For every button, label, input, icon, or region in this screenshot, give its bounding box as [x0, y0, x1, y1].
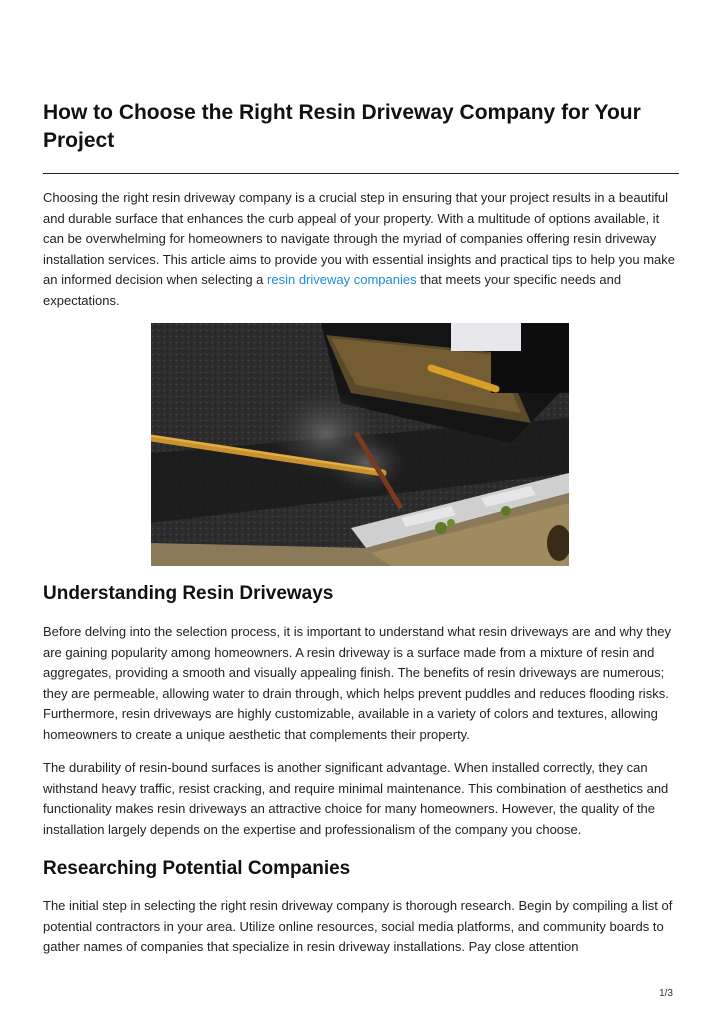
- researching-paragraph-1: The initial step in selecting the right resin driveway company is thorough research. Begin by compiling a list of potential contractors in your area. Utilize online resources, social media platforms, and community boards to gather names of companies that specialize in resin driveway installations. Pay close attention: [43, 898, 673, 955]
- section-heading-understanding: Understanding Resin Driveways: [43, 583, 334, 604]
- page-number: 1/3: [659, 988, 673, 999]
- section-heading-researching: Researching Potential Companies: [43, 858, 351, 879]
- understanding-paragraph-1: Before delving into the selection process, it is important to understand what resin driveways are and why they are gaining popularity among homeowners. A resin driveway is a surface made from a mixture of resin and aggregates, providing a smooth and visually appealing finish. The benefits of resin driveways are numerous; they are permeable, allowing water to drain through, which helps prevent puddles and reduces flooding risks. Furthermore, resin driveways are highly customizable, available in a variety of colors and textures, allowing homeowners to create a unique aesthetic that complements their property.: [43, 624, 671, 742]
- intro-text-after: that meets your specific needs and expectations.: [43, 272, 622, 308]
- driveway-photo: [151, 323, 569, 566]
- title-divider: [43, 173, 679, 174]
- intro-text-before: Choosing the right resin driveway company is a crucial step in ensuring that your project results in a beautiful and durable surface that enhances the curb appeal of your property. With a multitude of options available, it can be overwhelming for homeowners to navigate through the myriad of companies offering resin driveway installation services. This article aims to provide you with essential insights and practical tips to help you make an informed decision when selecting a: [43, 190, 676, 288]
- resin-driveway-companies-link[interactable]: resin driveway companies: [267, 272, 417, 288]
- understanding-paragraph-2: The durability of resin-bound surfaces is another significant advantage. When installed correctly, they can withstand heavy traffic, resist cracking, and require minimal maintenance. This combination of aesthetics and functionality makes resin driveways an attractive choice for many homeowners. However, the quality of the installation largely depends on the expertise and professionalism of the company you choose.: [43, 760, 669, 837]
- page-title: How to Choose the Right Resin Driveway Company for Your Project: [43, 101, 641, 152]
- intro-paragraph: [43, 188, 679, 312]
